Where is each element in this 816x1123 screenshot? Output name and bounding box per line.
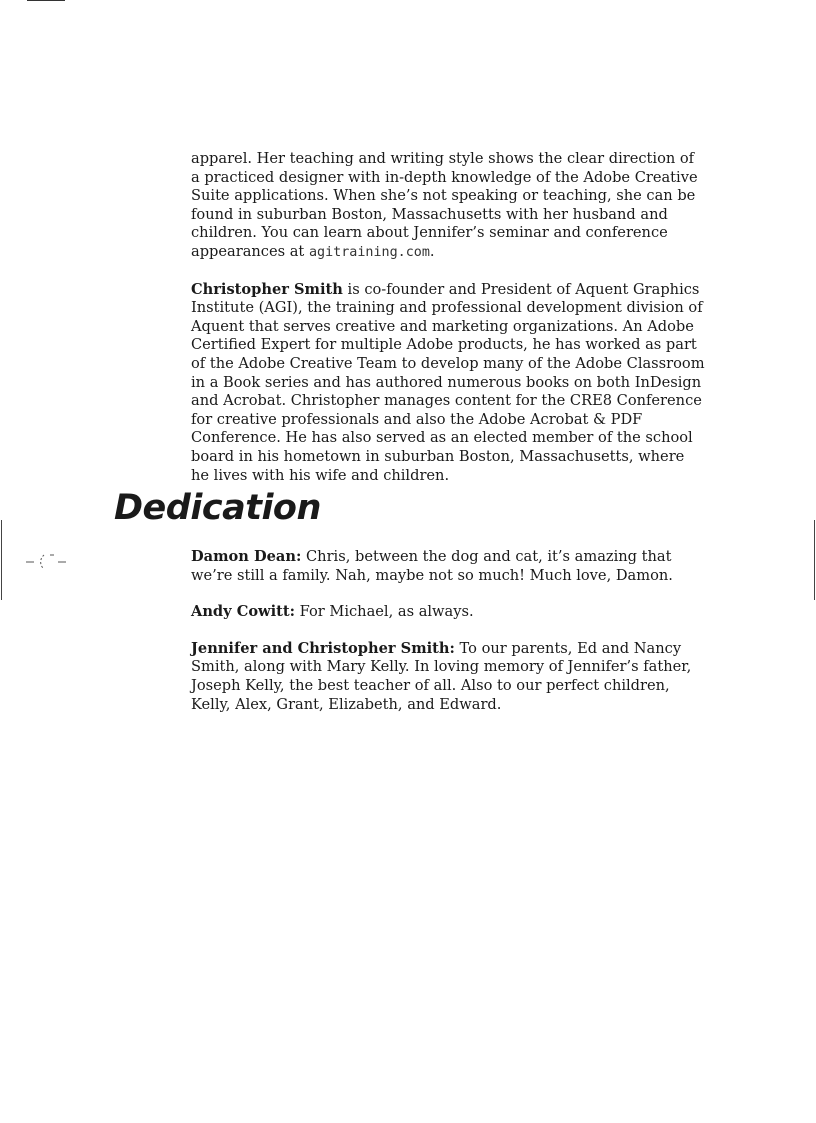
jennifer-bio-continuation <box>191 150 705 263</box>
margin-rule-right <box>814 520 815 600</box>
christopher-bio <box>191 281 705 486</box>
bio-name: Christopher Smith <box>191 280 343 298</box>
dedication-text: Chris, between the dog and cat, it’s amazing that we’re still a family. Nah, maybe not so much! Much love, Damon. <box>191 548 673 584</box>
bio-text: is co-founder and President of Aquent Graphics Institute (AGI), the training and professional development division of Aquent that serves creative and marketing organizations. An Adobe Certified Expert for multiple Adobe products, he has worked as part of the Adobe Creative Team to develop many of the Adobe Classroom in a Book series and has authored numerous books on both InDesign and Acrobat. Christopher manages content for the CRE8 Conference for creative professionals and also the Adobe Acrobat & PDF Conference. He has also served as an elected member of the school board in his hometown in suburban Boston, Massachusetts, where he lives with his wife and children. <box>191 280 705 484</box>
dedication-name: Jennifer and Christopher Smith: <box>191 639 455 657</box>
dedication-entry <box>191 603 705 622</box>
dedication-text: To our parents, Ed and Nancy Smith, along with Mary Kelly. In loving memory of Jennifer’s father, Joseph Kelly, the best teacher of all. Also to our perfect children, Kelly, Alex, Grant, Elizabeth, and Edward. <box>191 639 692 713</box>
dedication-entry <box>191 548 705 585</box>
dedication-text: For Michael, as always. <box>295 603 474 621</box>
dedication-heading: Dedication <box>114 488 321 528</box>
dedication-name: Andy Cowitt: <box>191 603 296 621</box>
margin-rule-left <box>1 520 2 600</box>
bio-text: apparel. Her teaching and writing style shows the clear direction of a practiced designer with in-depth knowledge of the Adobe Creative Suite applications. When she’s not speaking or teaching, she can be found in suburban Boston, Massachusetts with her husband and children. You can learn about Jennifer’s seminar and conference appearances at <box>191 150 698 260</box>
author-bios <box>191 150 705 503</box>
crop-mark-top <box>27 0 65 1</box>
bio-end: . <box>429 242 435 260</box>
dedication-section <box>191 548 705 732</box>
dedication-entry <box>191 640 705 714</box>
website-link[interactable]: agitraining.com <box>308 244 430 260</box>
registration-mark-icon <box>24 552 68 572</box>
dedication-name: Damon Dean: <box>191 548 302 565</box>
